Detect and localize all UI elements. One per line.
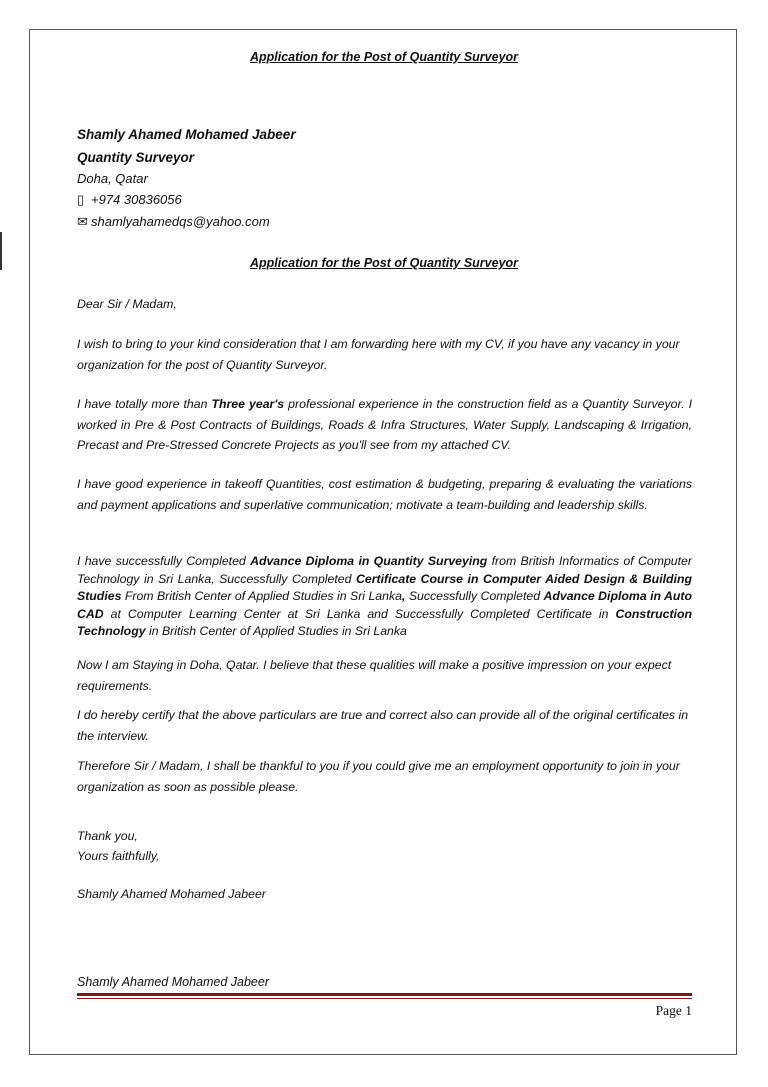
highlight-experience: Three year's xyxy=(211,397,285,411)
closing-yours: Yours faithfully, xyxy=(77,849,160,863)
highlight-autocad-diploma: Advance Diploma in Auto CAD xyxy=(77,589,692,621)
paragraph-5: Now I am Staying in Doha, Qatar. I believe that these qualities will make a positive impression on your expect requirements. xyxy=(77,658,672,693)
highlight-cad-course: Certificate Course in Computer Aided Design & Building Studies xyxy=(77,571,692,603)
sender-phone: +974 30836056 xyxy=(91,192,182,207)
highlight-construction-tech: Construction Technology xyxy=(77,606,692,638)
page-number: Page 1 xyxy=(655,1003,692,1018)
sender-email: shamlyahamedqs@yahoo.com xyxy=(91,214,270,229)
salutation: Dear Sir / Madam, xyxy=(77,297,177,311)
highlight-qs-diploma: Advance Diploma in Quantity Surveying xyxy=(250,554,488,568)
envelope-icon: ✉ xyxy=(77,214,88,229)
paragraph-7: Therefore Sir / Madam, I shall be thankful to you if you could give me an employment opportunity to join in your organization as soon as possible please. xyxy=(77,759,680,794)
footer-name: Shamly Ahamed Mohamed Jabeer xyxy=(77,975,269,989)
sender-phone-line xyxy=(77,192,182,208)
signature-name: Shamly Ahamed Mohamed Jabeer xyxy=(77,887,266,901)
phone-icon: ▯ xyxy=(77,192,85,207)
document-subtitle: Application for the Post of Quantity Surveyor xyxy=(249,256,519,270)
footer-rule-thick xyxy=(77,993,692,996)
sender-name: Shamly Ahamed Mohamed Jabeer xyxy=(77,127,296,142)
document-title: Application for the Post of Quantity Surveyor xyxy=(249,50,519,64)
paragraph-2: I have totally more than Three year's professional experience in the construction field as a Quantity Surveyor. I worked in Pre & Post Contracts of Buildings, Roads & Infra Structures, Water Supply, Landscaping & Irrigation, Precast and Pre-Stressed Concrete Projects as you'll see from my attached CV. xyxy=(77,397,692,452)
sender-location: Doha, Qatar xyxy=(77,171,148,186)
closing-thanks: Thank you, xyxy=(77,829,138,843)
paragraph-3: I have good experience in takeoff Quantities, cost estimation & budgeting, preparing & evaluating the variations and payment applications and superlative communication; motivate a team-building and leadership skills. xyxy=(77,477,692,512)
sender-email-line xyxy=(77,214,270,230)
paragraph-6: I do hereby certify that the above particulars are true and correct also can provide all of the original certificates in the interview. xyxy=(77,708,689,743)
sender-position: Quantity Surveyor xyxy=(77,150,195,165)
paragraph-1: I wish to bring to your kind consideration that I am forwarding here with my CV, if you have any vacancy in your organization for the post of Quantity Surveyor. xyxy=(77,337,680,372)
paragraph-4: I have successfully Completed Advance Diploma in Quantity Surveying from British Informatics of Computer Technology in Sri Lanka, Successfully Completed Certificate Course in Computer Aided Design & Building Studies From British Center of Applied Studies in Sri Lanka, Successfully Completed Advance Diploma in Auto CAD at Computer Learning Center at Sri Lanka and Successfully Completed Certificate in Construction Technology in British Center of Applied Studies in Sri Lanka xyxy=(77,554,692,638)
footer-rule-thin xyxy=(77,998,692,999)
